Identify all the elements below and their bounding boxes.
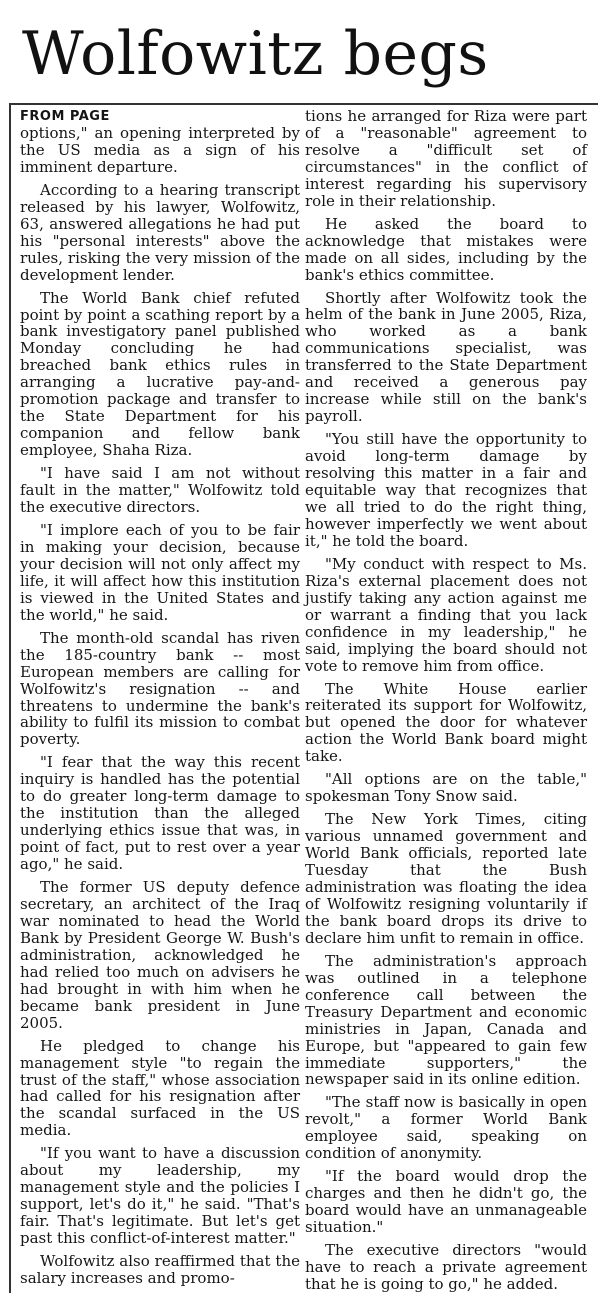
paragraph: "All options are on the table," spokesman Tony Snow said. [305,770,587,806]
paragraph: options," an opening interpreted by the US media as a sign of his imminent departure. [20,124,300,176]
headline: Wolfowitz begs [22,19,489,89]
left-rule [9,103,11,1293]
paragraph: The executive directors "would have to reach a private agreement that he is going to go," he added. [305,1241,587,1293]
paragraph: "You still have the opportunity to avoid long-term damage by resolving this matter in a fair and equitable way that recognizes that we all tried to do the right thing, however imperfectly we went about it," he told the board. [305,430,587,550]
paragraph: The month-old scandal has riven the 185-country bank -- most European members are calling for Wolfowitz's resignation -- and threatens to undermine the bank's ability to fulfil its mission to combat poverty. [20,628,300,749]
paragraph: "I have said I am not without fault in the matter," Wolfowitz told the executive directors. [20,464,300,517]
paragraph: tions he arranged for Riza were part of a "reasonable" agreement to resolve a "difficult set of circumstances" in the conflict of interest regarding his supervisory role in their relationship. [305,107,587,210]
paragraph: "The staff now is basically in open revolt," a former World Bank employee said, speaking on condition of anonymity. [305,1093,587,1163]
paragraph: "If the board would drop the charges and then he didn't go, the board would have an unmanageable situation." [305,1167,587,1237]
paragraph: "My conduct with respect to Ms. Riza's external placement does not justify taking any action against me or warrant a finding that you lack confidence in my leadership," he said, implying the board should not vote to remove him from office. [305,554,587,675]
paragraph: Wolfowitz also reaffirmed that the salary increases and promo- [20,1252,300,1287]
paragraph: The administration's approach was outlined in a telephone conference call between the Treasury Department and economic ministries in Japan, Canada and Europe, but "appeared to gain few immediate supporters," the newspaper said in its online edition. [305,951,587,1089]
paragraph: "If you want to have a discussion about my leadership, my management style and the policies I support, let's do it," he said. "That's fair. That's legitimate. But let's get past this conflict-of-interest matter." [20,1144,300,1248]
left-column [20,108,300,1293]
paragraph: "I fear that the way this recent inquiry is handled has the potential to do greater long-term damage to the institution than the alleged underlying ethics issue that was, in point of fact, put to rest over a year ago," he said. [20,753,300,874]
paragraph: The former US deputy defence secretary, an architect of the Iraq war nominated to head the World Bank by President George W. Bush's administration, acknowledged he had relied too much on advisers he had brought in with him when he became bank president in June 2005. [20,878,300,1032]
paragraph: The White House earlier reiterated its support for Wolfowitz, but opened the door for whatever action the World Bank board might take. [305,679,587,766]
paragraph: According to a hearing transcript released by his lawyer, Wolfowitz, 63, answered allegations he had put his "personal interests" above the rules, risking the very mission of the development lender. [20,180,300,284]
continuation-label: FROM PAGE [20,109,110,124]
paragraph: He pledged to change his management style "to regain the trust of the staff," whose association had called for his resignation after the scandal surfaced in the US media. [20,1036,300,1140]
paragraph: "I implore each of you to be fair in making your decision, because your decision will not only affect my life, it will affect how this institution is viewed in the United States and the world," he said. [20,520,300,624]
top-rule [9,103,598,105]
paragraph: He asked the board to acknowledge that mistakes were made on all sides, including by the bank's ethics committee. [305,214,587,284]
paragraph: The World Bank chief refuted point by point a scathing report by a bank investigatory panel published Monday concluding he had breached bank ethics rules in arranging a lucrative pay-and-promotion package and transfer to the State Department for his companion and fellow bank employee, Shaha Riza. [20,288,300,460]
right-column [305,108,587,1299]
paragraph: The New York Times, citing various unnamed government and World Bank officials, reported late Tuesday that the Bush administration was floating the idea of Wolfowitz resigning voluntarily if the bank board drops its drive to declare him unfit to remain in office. [305,810,587,947]
paragraph: Shortly after Wolfowitz took the helm of the bank in June 2005, Riza, who worked as a bank communications specialist, was transferred to the State Department and received a generous pay increase while still on the bank's payroll. [305,288,587,426]
